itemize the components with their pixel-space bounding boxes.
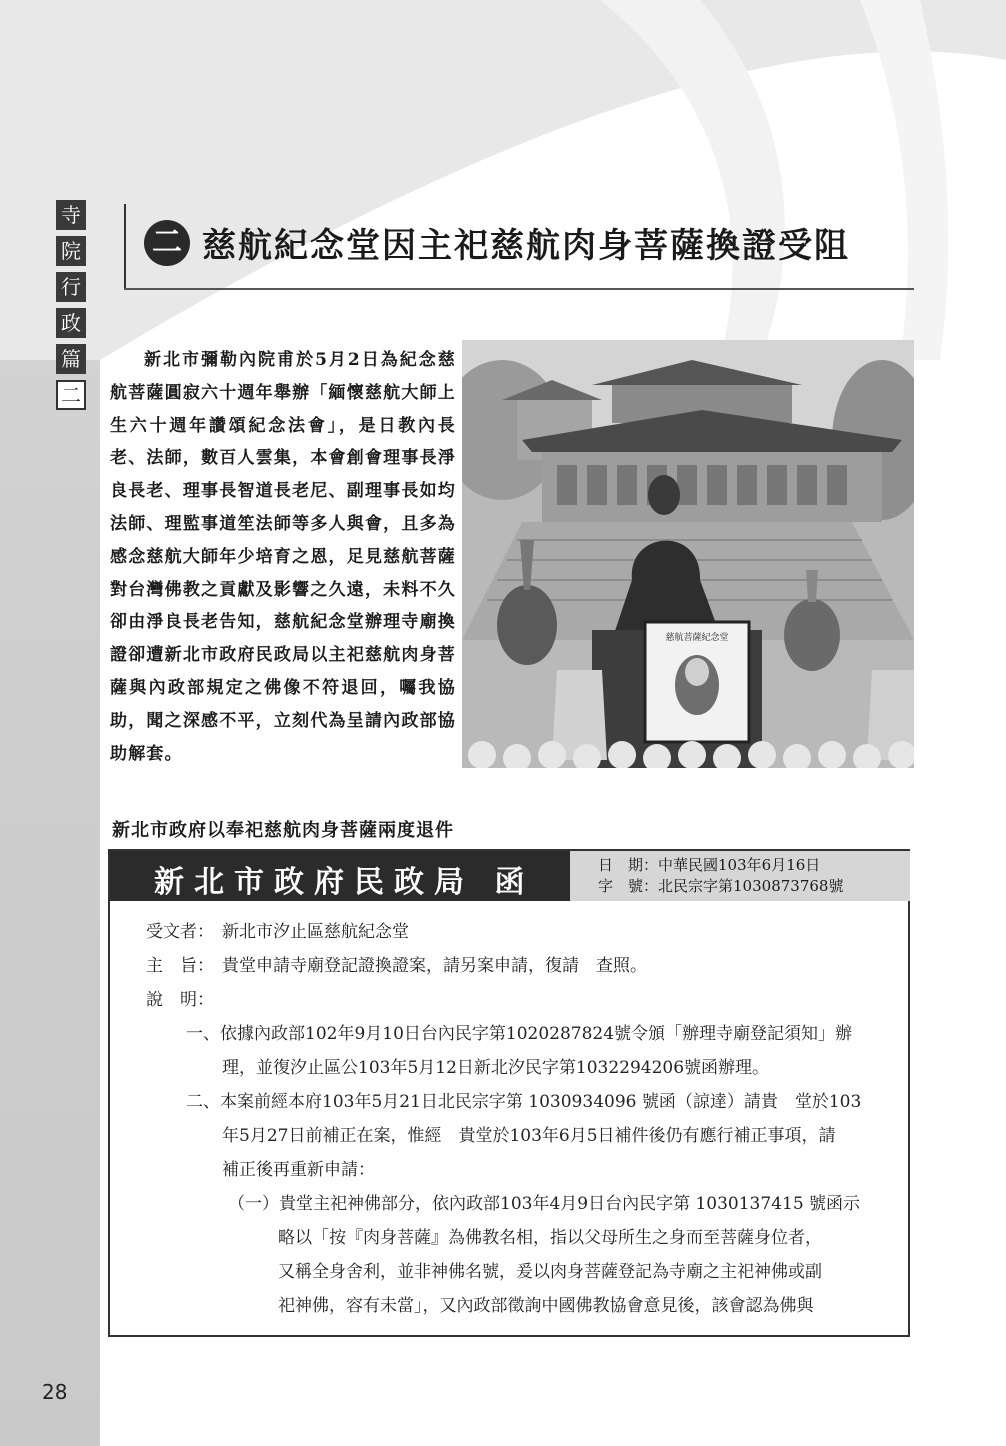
title-rule-vertical xyxy=(124,204,126,290)
subitem1-line: （一）貴堂主祀神佛部分，依內政部103年4月9日台內民字第 1030137415 號函示 xyxy=(228,1194,861,1214)
subject-value: 貴堂申請寺廟登記證換證案，請另案申請，復請 查照。 xyxy=(222,956,647,976)
ref-value: 北民宗字第1030873768號 xyxy=(658,877,844,895)
date-value: 中華民國103年6月16日 xyxy=(658,856,821,874)
page-number: 28 xyxy=(42,1380,68,1404)
page-title: 慈航紀念堂因主祀慈航肉身菩薩換證受阻 xyxy=(202,226,850,266)
title-rule-horizontal xyxy=(124,288,914,290)
date-label: 日 期： xyxy=(598,856,659,874)
subitem1-line: 略以「按『肉身菩薩』為佛教名相，指以父母所生之身而至菩薩身位者， xyxy=(278,1228,822,1248)
subitem1-line: 祀神佛，容有未當」，又內政部徵詢中國佛教協會意見後，該會認為佛與 xyxy=(278,1296,814,1316)
letter-body xyxy=(146,915,886,1323)
temple-photo xyxy=(462,340,914,768)
letter-org-title: 新北市政府民政局 函 xyxy=(154,865,535,900)
official-letter xyxy=(108,849,910,1337)
ref-label: 字 號： xyxy=(598,877,659,895)
side-tab: 寺 xyxy=(56,200,86,230)
side-tab: 院 xyxy=(56,236,86,266)
photo-plaque-text: 慈航菩薩紀念堂 xyxy=(665,633,729,643)
intro-paragraph xyxy=(110,344,456,770)
side-tab-current: 二 xyxy=(56,380,86,410)
side-tab: 篇 xyxy=(56,344,86,374)
item1-line: 理，並復汐止區公103年5月12日新北汐民字第1032294206號函辦理。 xyxy=(222,1058,770,1078)
item1-line: 一、依據內政部102年9月10日台內民字第1020287824號令頒「辦理寺廟登記須知」辦 xyxy=(186,1024,853,1044)
side-tab: 行 xyxy=(56,272,86,302)
recipient-value: 新北市汐止區慈航紀念堂 xyxy=(222,922,409,942)
intro-text: 新北市彌勒內院甫於5月2日為紀念慈航菩薩圓寂六十週年舉辦「緬懷慈航大師上生六十週年讚頌紀念法會」，是日教內長老、法師，數百人雲集，本會創會理事長淨良長老、理事長智道長老尼、副理事長如均法師、理監事道笙法師等多人與會，且多為感念慈航大師年少培育之恩，足見慈航菩薩對台灣佛教之貢獻及影響之久遠，未料不久卻由淨良長老告知，慈航紀念堂辦理寺廟換證卻遭新北市政府民政局以主祀慈航肉身菩薩與內政部規定之佛像不符退回，囑我協助，聞之深感不平，立刻代為呈請內政部協助解套。 xyxy=(110,350,456,764)
section-number-badge: 二 xyxy=(144,220,190,266)
background-swoosh xyxy=(0,0,1006,360)
section-side-tabs xyxy=(56,200,86,416)
subitem1-line: 又稱全身舍利，並非神佛名號，爰以肉身菩薩登記為寺廟之主祀神佛或副 xyxy=(278,1262,822,1282)
section-heading: 新北市政府以奉祀慈航肉身菩薩兩度退件 xyxy=(112,820,454,841)
subject-label: 主 旨： xyxy=(146,956,214,976)
explain-label: 說 明： xyxy=(146,990,214,1010)
side-tab: 政 xyxy=(56,308,86,338)
item2-line: 年5月27日前補正在案，惟經 貴堂於103年6月5日補件後仍有應行補正事項，請 xyxy=(222,1126,836,1146)
item2-line: 二、本案前經本府103年5月21日北民宗字第 1030934096 號函（諒達）請貴 堂於103 xyxy=(186,1092,862,1112)
letter-meta xyxy=(570,851,910,901)
recipient-label: 受文者： xyxy=(146,922,214,942)
letter-header-bar xyxy=(110,851,570,901)
item2-line: 補正後再重新申請： xyxy=(222,1160,375,1180)
